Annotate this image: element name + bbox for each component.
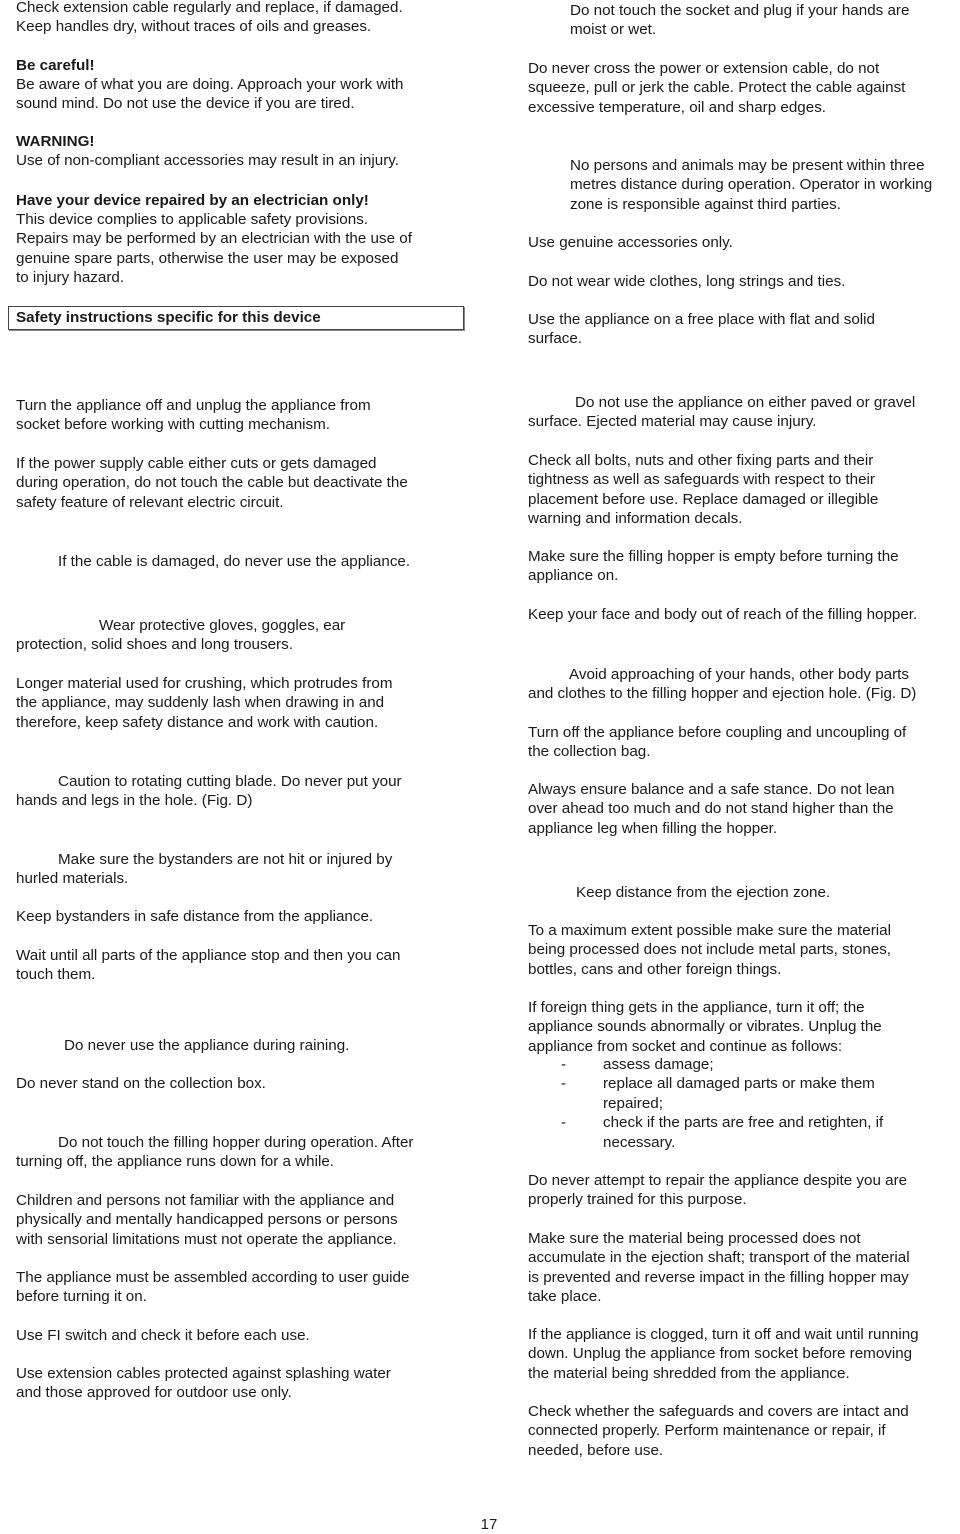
paragraph-paved-gravel <box>528 393 915 432</box>
list-item-text: assess damage; <box>603 1056 714 1073</box>
paragraph-flat-surface: Use the appliance on a free place with flat and solid surface. <box>528 311 875 348</box>
list-item-text: replace all damaged parts or make them repaired; <box>603 1075 875 1112</box>
page-number: 17 <box>480 1516 498 1533</box>
rotating-blade-text: Caution to rotating cutting blade. Do never put your hands and legs in the hole. (Fig. D) <box>16 773 402 810</box>
foreign-thing-steps-list <box>528 1055 958 1152</box>
paragraph-socket-wet-hands: Do not touch the socket and plug if your hands are moist or wet. <box>570 2 910 39</box>
section-heading-box <box>8 306 464 330</box>
list-dash: - <box>560 1056 566 1073</box>
paragraph-raining: Do never use the appliance during raining. <box>64 1037 350 1054</box>
paragraph-hopper-empty: Make sure the filling hopper is empty before turning the appliance on. <box>528 548 899 585</box>
paragraph-check-bolts: Check all bolts, nuts and other fixing parts and their tightness as well as safeguards with respect to their placement before use. Replace damaged or illegible warning and information decals. <box>528 452 879 528</box>
filling-hopper-touch-text: Do not touch the filling hopper during operation. After turning off, the appliance runs down for a while. <box>16 1134 414 1171</box>
paragraph-damaged-supply-cable: If the power supply cable either cuts or gets damaged during operation, do not touch the cable but deactivate the safety feature of relevant electric circuit. <box>16 455 408 511</box>
paragraph-assembly: The appliance must be assembled according to user guide before turning it on. <box>16 1269 410 1306</box>
paragraph-safeguards-covers: Check whether the safeguards and covers are intact and connected properly. Perform maintenance or repair, if needed, before use. <box>528 1403 909 1459</box>
be-careful-text: Be aware of what you are doing. Approach your work with sound mind. Do not use the device if you are tired. <box>16 76 404 113</box>
paragraph-ejection-shaft: Make sure the material being processed does not accumulate in the ejection shaft; transport of the material is prevented and reverse impact in the filling hopper may take place. <box>528 1230 910 1306</box>
list-item <box>528 1055 958 1074</box>
paragraph-fi-switch: Use FI switch and check it before each use. <box>16 1327 310 1344</box>
hurled-materials-text: Make sure the bystanders are not hit or injured by hurled materials. <box>16 851 393 888</box>
warning-title: WARNING! <box>16 133 95 150</box>
paragraph-damaged-cable: If the cable is damaged, do never use the appliance. <box>58 553 411 570</box>
paragraph-protective-gear <box>16 616 345 655</box>
paved-gravel-text: Do not use the appliance on either paved or gravel surface. Ejected material may cause injury. <box>528 394 916 431</box>
list-item <box>528 1113 958 1152</box>
paragraph-clogged: If the appliance is clogged, turn it off and wait until running down. Unplug the appliance from socket before removing the material being shredded from the appliance. <box>528 1326 919 1382</box>
paragraph-cable-care: Do never cross the power or extension cable, do not squeeze, pull or jerk the cable. Protect the cable against excessive temperature, oil and sharp edges. <box>528 60 906 116</box>
paragraph-no-self-repair: Do never attempt to repair the appliance despite you are properly trained for this purpose. <box>528 1172 908 1209</box>
list-dash: - <box>560 1075 566 1093</box>
list-dash: - <box>560 1114 566 1132</box>
repair-text: This device complies to applicable safety provisions. Repairs may be performed by an electrician with the use of genuine spare parts, otherwise the user may be exposed to injury hazard. <box>16 211 412 287</box>
paragraph-hurled-materials <box>16 850 392 889</box>
paragraph-wait-parts-stop: Wait until all parts of the appliance stop and then you can touch them. <box>16 947 401 984</box>
paragraph-children-persons: Children and persons not familiar with the appliance and physically and mentally handicapped persons or persons with sensorial limitations must not operate the appliance. <box>16 1192 398 1248</box>
paragraph-face-body: Keep your face and body out of reach of the filling hopper. <box>528 606 918 623</box>
list-item <box>528 1074 958 1113</box>
paragraph-collection-bag: Turn off the appliance before coupling and uncoupling of the collection bag. <box>528 724 907 761</box>
list-item-text: check if the parts are free and retighten, if necessary. <box>603 1114 884 1151</box>
paragraph-genuine-accessories: Use genuine accessories only. <box>528 234 733 251</box>
paragraph-filling-hopper-touch <box>16 1133 413 1172</box>
paragraph-longer-material: Longer material used for crushing, which protrudes from the appliance, may suddenly lash when drawing in and therefore, keep safety distance and work with caution. <box>16 675 393 731</box>
repair-title: Have your device repaired by an electrician only! <box>16 192 369 209</box>
paragraph-collection-box: Do never stand on the collection box. <box>16 1075 266 1092</box>
paragraph-unplug-before-work: Turn the appliance off and unplug the appliance from socket before working with cutting mechanism. <box>16 397 371 434</box>
paragraph-rotating-blade <box>16 772 402 811</box>
paragraph-foreign-material: To a maximum extent possible make sure the material being processed does not include metal parts, stones, bottles, cans and other foreign things. <box>528 922 892 978</box>
paragraph-extension-cables-outdoor: Use extension cables protected against splashing water and those approved for outdoor use only. <box>16 1365 391 1402</box>
paragraph-clothing: Do not wear wide clothes, long strings and ties. <box>528 273 846 290</box>
paragraph-balance-stance: Always ensure balance and a safe stance. Do not lean over ahead too much and do not stand higher than the appliance leg when filling the hopper. <box>528 781 895 837</box>
paragraph-ejection-zone: Keep distance from the ejection zone. <box>576 884 831 901</box>
paragraph-safe-distance: Keep bystanders in safe distance from the appliance. <box>16 908 374 925</box>
paragraph-extension-cable: Check extension cable regularly and replace, if damaged. Keep handles dry, without traces of oils and greases. <box>16 0 403 36</box>
paragraph-bystanders-distance: No persons and animals may be present within three metres distance during operation. Operator in working zone is responsible against third parties. <box>570 157 933 213</box>
paragraph-foreign-thing: If foreign thing gets in the appliance, turn it off; the appliance sounds abnormally or vibrates. Unplug the appliance from socket and continue as follows: <box>528 999 882 1055</box>
section-heading: Safety instructions specific for this device <box>16 309 321 326</box>
protective-gear-text: Wear protective gloves, goggles, ear protection, solid shoes and long trousers. <box>16 617 346 654</box>
paragraph-avoid-approaching <box>528 665 916 704</box>
warning-text: Use of non-compliant accessories may result in an injury. <box>16 152 399 169</box>
avoid-approaching-text: Avoid approaching of your hands, other body parts and clothes to the filling hopper and ejection hole. (Fig. D) <box>528 666 917 703</box>
be-careful-title: Be careful! <box>16 57 95 74</box>
